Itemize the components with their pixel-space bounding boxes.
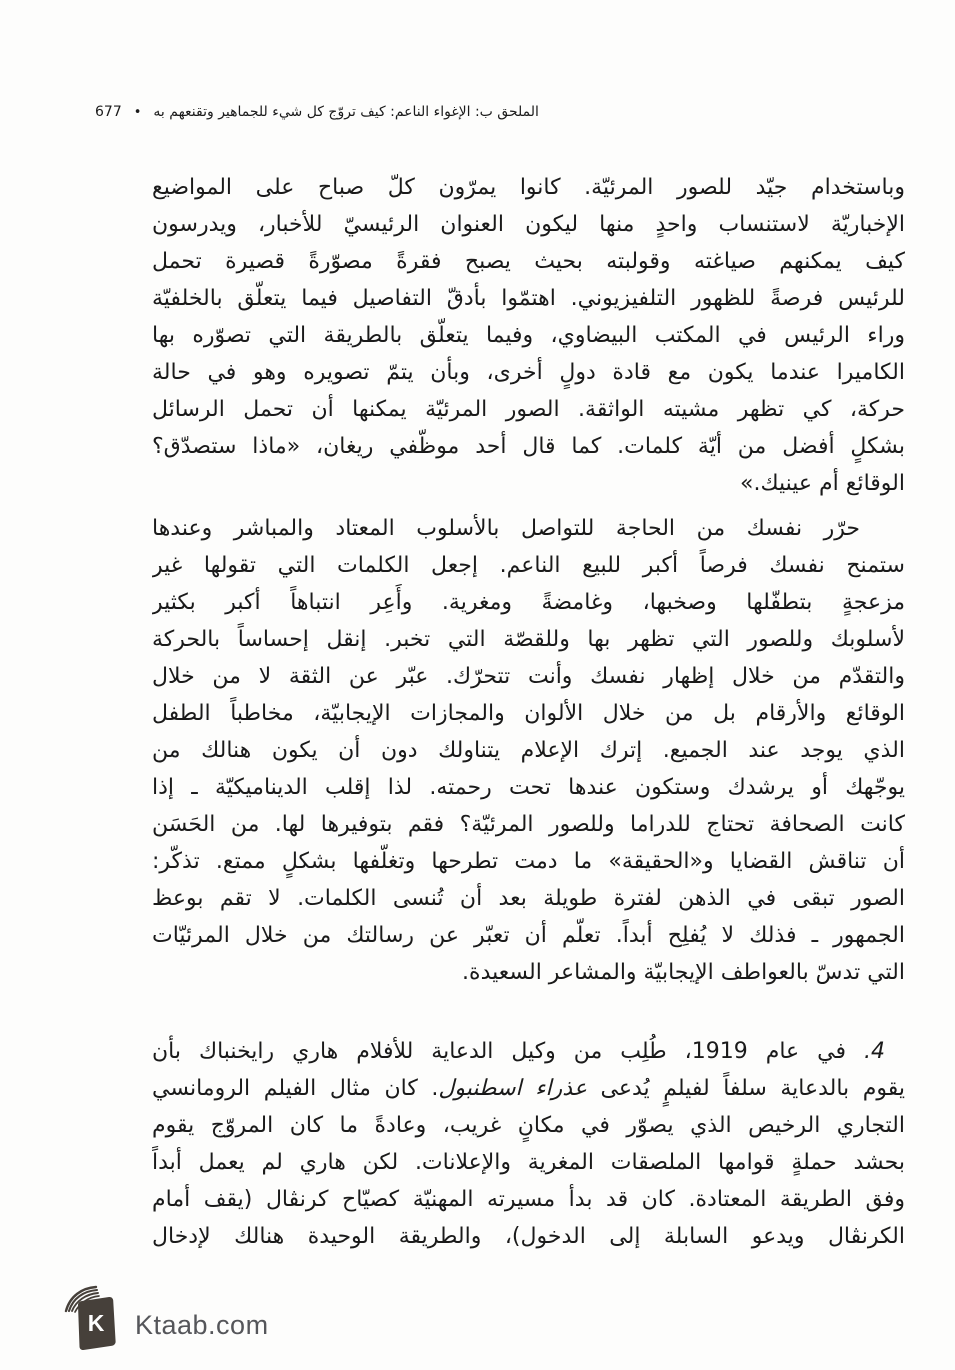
text-line: التي تدسّ بالعواطف الإيجابيّة والمشاعر السعيدة. — [462, 960, 905, 985]
header-bullet: • — [133, 105, 142, 120]
page-number: 677 — [95, 104, 122, 120]
text-line: وراء الرئيس في المكتب البيضاوي، وفيما يتعلّق بالطريقة التي تصوّره بها — [152, 323, 905, 348]
text-line: الجمهور ـ فذلك لا يُفلِح أبداً. تعلّم أن تعبّر عن رسالتك من خلال المرئيّات — [152, 923, 905, 948]
ktaab-watermark — [62, 1284, 269, 1352]
text-line: حركة، كي تظهر مشيته الواثقة. الصور المرئيّة يمكنها أن تحمل الرسائل — [152, 397, 905, 422]
paragraph-2 — [152, 510, 905, 991]
ktaab-brand-text: Ktaab.com — [135, 1309, 269, 1340]
text-line: لأسلوبك وللصور التي تظهر بها وللقصّة التي تخبر. إنقل إحساساً بالحركة — [152, 627, 905, 652]
logo-letter-k: K — [87, 1310, 105, 1336]
text-line: الإخباريّة لاستنساب واحدٍ منها ليكون العنوان الرئيسيّ للأخبار، ويدرسون — [152, 212, 905, 237]
text-line: يوجّهك أو يرشدك وستكون عندها تحت رحمته. لذا إقلب الديناميكيّة ـ إذا — [152, 775, 905, 800]
item-number: 4. — [863, 1039, 885, 1064]
text-line: الصور تبقى في الذهن لفترة طويلة بعد أن تُنسى الكلمات. لا تقم بوعظ — [152, 886, 905, 911]
text-segment: . كان مثال الفيلم الرومانسي — [152, 1076, 439, 1101]
text-line: الوقائع أم عينيك.» — [740, 471, 905, 496]
paragraph-3-numbered-item — [152, 1033, 905, 1255]
text-line: والتقدّم من خلال إظهار نفسك وأنت تتحرّك. عبّر عن الثقة لا من خلال — [152, 664, 905, 689]
text-line: وباستخدام جيّد للصور المرئيّة. كانوا يمرّون كلّ صباح على المواضيع — [152, 175, 905, 200]
text-line: بشكلٍ أفضل من أيّة كلمات. كما قال أحد موظّفي ريغان، «ماذا ستصدّق؟ — [152, 434, 905, 459]
text-line: وفق الطريقة المعتادة. كان قد بدأ مسيرته المهنيّة كصيّاح كرنڤال (يقف أمام — [152, 1187, 905, 1212]
text-line: مزعجةٍ بتطفّلها وصخبها، وغامضةً ومغرية. وأَعِر انتباهاً أكبر بكثير — [152, 590, 905, 615]
page-header — [95, 104, 539, 120]
text-line — [152, 1070, 905, 1107]
page-body — [152, 169, 905, 1255]
text-line: بحشد حملةٍ قوامها الملصقات المغرية والإعلانات. لكن هاري لم يعمل أبداً — [152, 1150, 905, 1175]
text-line: حرّر نفسك من الحاجة للتواصل بالأسلوب المعتاد والمباشر وعندها — [152, 516, 860, 541]
text-line: كانت الصحافة تحتاج للدراما وللصور المرئيّة؟ فقم بتوفيرها لها. من الحَسَن — [152, 812, 905, 837]
paragraph-1 — [152, 169, 905, 502]
text-line: أن تناقش القضايا و«الحقيقة» ما دمت تطرحها وتغلّفها بشكلٍ ممتع. تذكّر: — [152, 849, 905, 874]
text-segment: في عام 1919، طُلِب من وكيل الدعاية للأفلام هاري رايخنباك بأن — [152, 1039, 864, 1064]
text-line: الكاميرا عندما يكون مع قادة دولٍ أخرى، وبأن يتمّ تصويره وهو في حالة — [152, 360, 905, 385]
text-line: الكرنڤال ويدعو السابلة إلى الدخول)، والطريقة الوحيدة هنالك لإدخال — [152, 1224, 905, 1249]
film-title: عذراء اسطنبول — [438, 1076, 587, 1101]
text-line: التجاري الرخيص الذي يصوّر في مكانٍ غريب، وعادةً ما كان المروّج يقوم — [152, 1113, 905, 1138]
text-line: ستمنح نفسك فرصاً أكبر للبيع الناعم. إجعل الكلمات التي تقولها غير — [152, 553, 905, 578]
text-line — [152, 1033, 905, 1070]
text-line: للرئيس فرصةً للظهور التلفيزيوني. اهتمّوا بأدقّ التفاصيل فيما يتعلّق بالخلفيّة — [152, 286, 905, 311]
running-title: الملحق ب: الإغواء الناعم: كيف تروّج كل شيء للجماهير وتقنعهم به — [153, 104, 539, 120]
text-line: الذي يوجد عند الجميع. إترك الإعلام يتناولك دون أن يكون هنالك من — [152, 738, 905, 763]
text-segment: يقوم بالدعاية سلفاً لفيلمٍ يُدعى — [586, 1076, 905, 1101]
text-line: كيف يمكنهم صياغته وقولبته بحيث يصبح فقرةً مصوّرةً قصيرة تحمل — [152, 249, 905, 274]
book-logo-icon — [62, 1284, 126, 1352]
text-line: الوقائع والأرقام بل من خلال الألوان والمجازات الإيجابيّة، مخاطباً الطفل — [152, 701, 905, 726]
